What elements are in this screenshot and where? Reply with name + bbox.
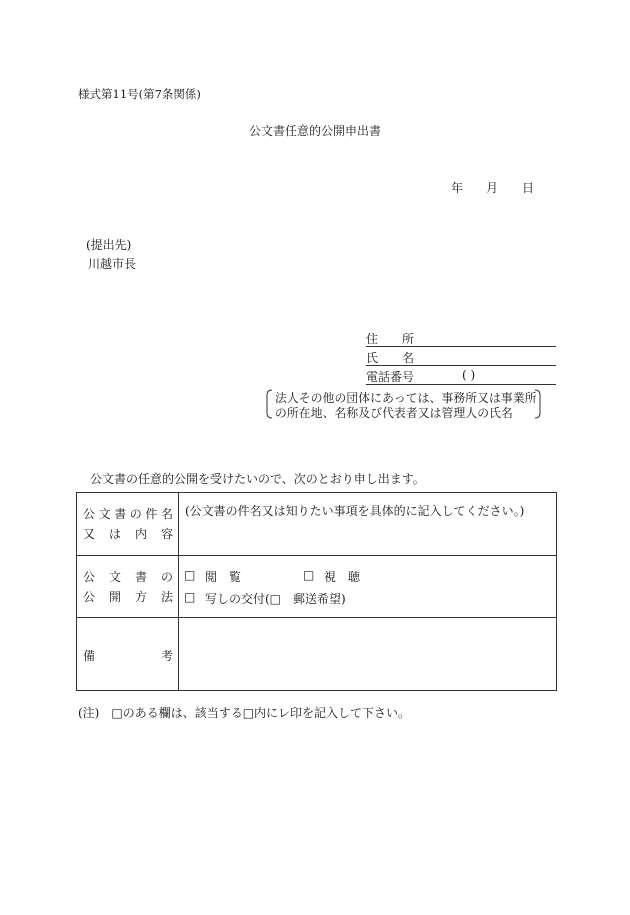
date-year-label: 年 — [451, 181, 464, 195]
subject-label-cell — [77, 493, 179, 555]
address-label: 住 所 — [366, 332, 414, 346]
recipient-name: 川越市長 — [88, 257, 137, 271]
remarks-label-cell — [77, 617, 179, 690]
subject-row — [77, 493, 556, 556]
corporate-note — [266, 389, 541, 419]
date-month-label: 月 — [486, 181, 499, 195]
checkbox-view[interactable]: □ — [184, 568, 196, 582]
phone-area-code-paren: ( ) — [462, 368, 476, 382]
remarks-row — [77, 617, 556, 690]
method-label-cell — [77, 555, 179, 617]
address-field[interactable] — [366, 331, 556, 347]
subject-label-line1: 公 文 書 の 件 名 — [83, 507, 173, 521]
checkbox-listen[interactable]: □ — [303, 568, 315, 582]
remarks-input-area[interactable] — [179, 617, 555, 690]
phone-label: 電話番号 — [366, 370, 415, 384]
subject-instruction[interactable]: (公文書の件名又は知りたい事項を具体的に記入してください。) — [185, 504, 525, 518]
method-label-line2: 公 開 方 法 — [83, 590, 173, 604]
corporate-note-line1: 法人その他の団体にあっては、事務所又は事業所 — [275, 391, 537, 405]
corporate-note-line2: の所在地、名称及び代表者又は管理人の氏名 — [275, 406, 513, 420]
request-form-table — [76, 492, 557, 691]
option-view-label: 閲 覧 — [205, 570, 242, 584]
method-label-line1: 公 文 書 の — [83, 570, 173, 584]
option-copy-label: 写しの交付(□ 郵送希望) — [205, 592, 346, 606]
method-row — [77, 555, 556, 618]
footnote: (注) □のある欄は、該当する□内にレ印を記入して下さい。 — [78, 706, 411, 720]
form-number: 様式第11号(第7条関係) — [78, 87, 201, 101]
option-listen-label: 視 聴 — [324, 570, 361, 584]
checkbox-copy[interactable]: □ — [184, 590, 196, 604]
document-title: 公文書任意的公開申出書 — [248, 124, 381, 138]
subject-label-line2: 又 は 内 容 — [83, 527, 173, 541]
remarks-label: 備 考 — [83, 649, 173, 663]
name-label: 氏 名 — [366, 351, 414, 365]
name-field[interactable] — [366, 350, 556, 366]
recipient-label: (提出先) — [86, 238, 132, 252]
intro-text: 公文書の任意的公開を受けたいので、次のとおり申し出ます。 — [90, 472, 425, 486]
phone-field[interactable] — [366, 369, 556, 385]
date-day-label: 日 — [522, 181, 535, 195]
